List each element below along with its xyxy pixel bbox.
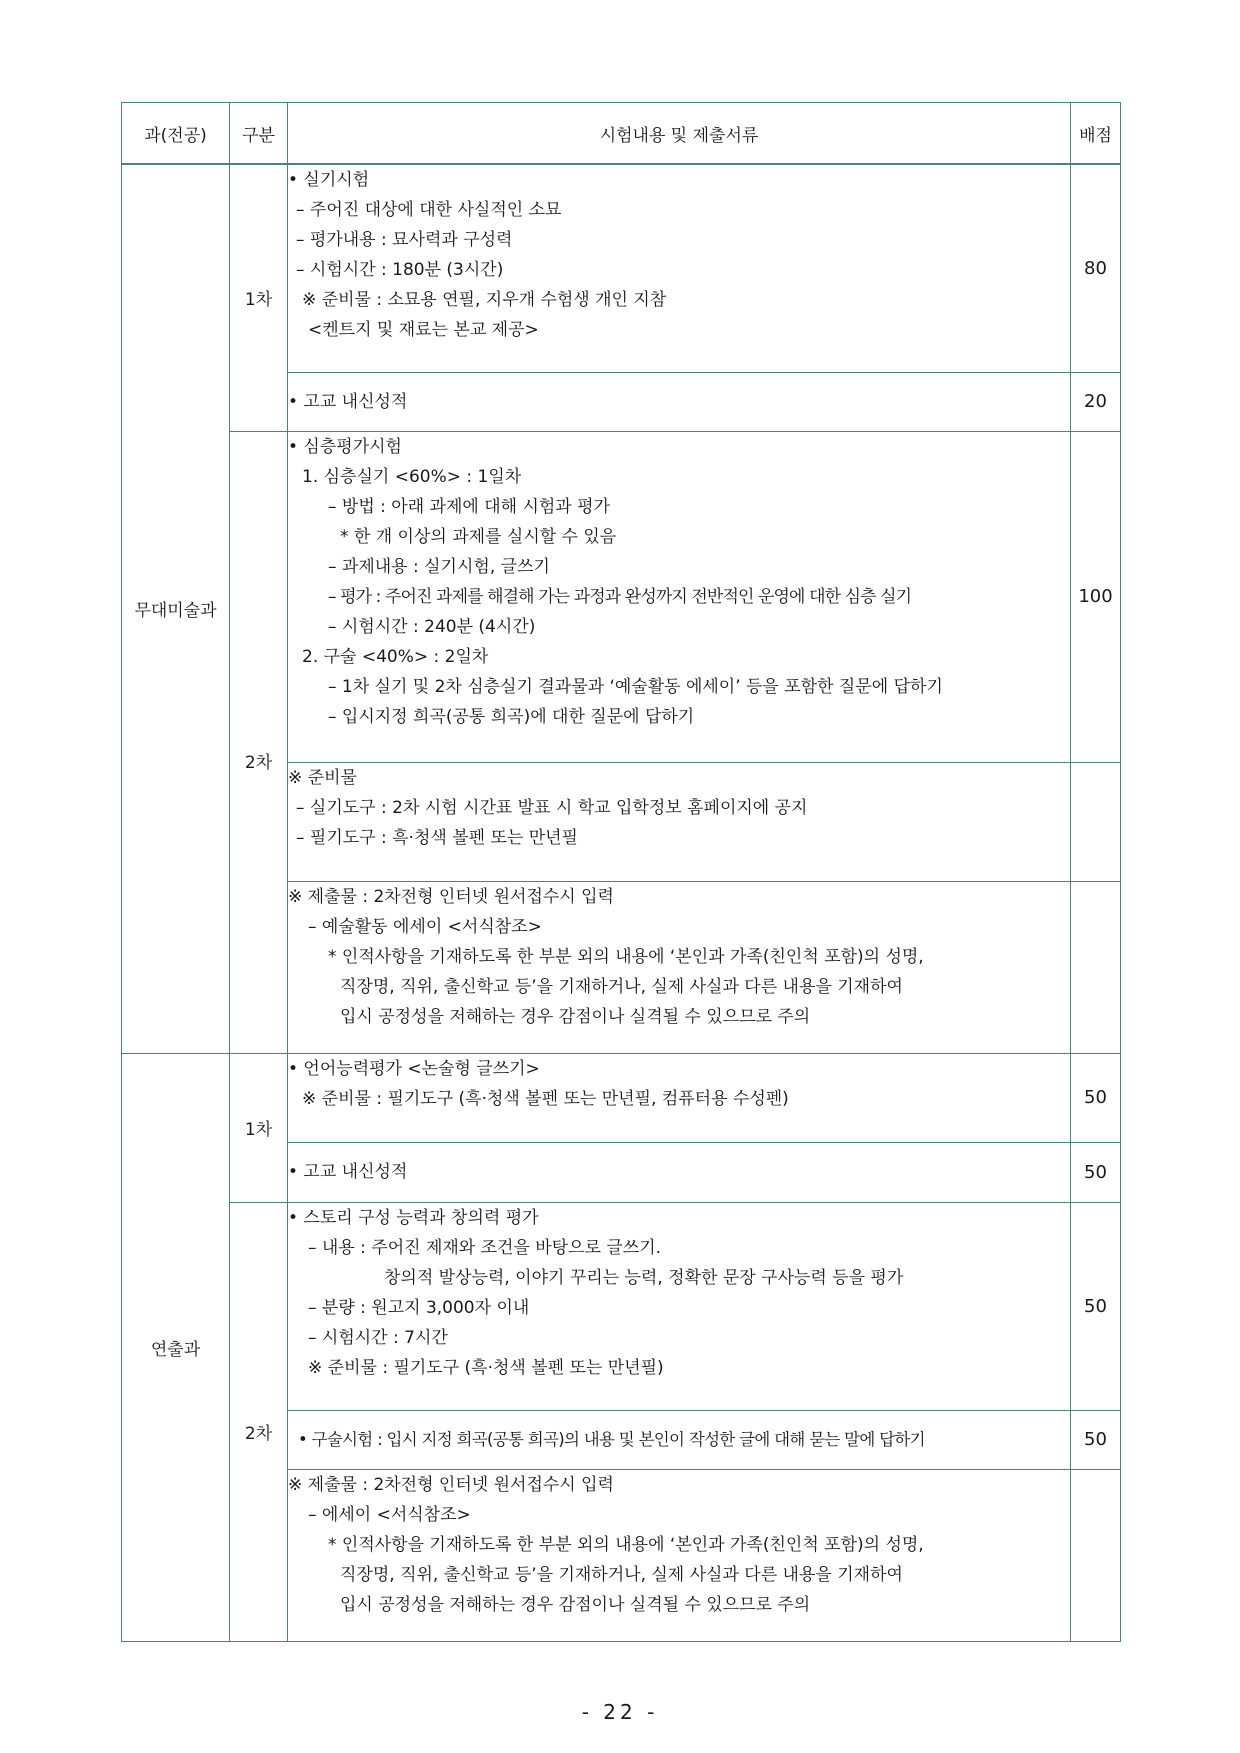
content-line: * 인적사항을 기재하도록 한 부분 외의 내용에 ‘본인과 가족(친인척 포함)의 성명, (328, 1534, 924, 1555)
content-line: 직장명, 직위, 출신학교 등’을 기재하거나, 실제 사실과 다른 내용을 기재하여 (340, 976, 903, 997)
content-cell (288, 881, 1071, 1053)
round-cell: 1차 (230, 164, 288, 431)
content-line: – 분량 : 원고지 3,000자 이내 (308, 1297, 530, 1318)
score-cell: 50 (1071, 1202, 1121, 1410)
content-line: – 주어진 대상에 대한 사실적인 소묘 (296, 200, 562, 220)
content-line: ※ 준비물 : 필기도구 (흑·청색 볼펜 또는 만년필) (308, 1357, 664, 1378)
content-line: 2. 구술 <40%> : 2일차 (302, 646, 489, 667)
round-cell: 2차 (230, 431, 288, 1053)
content-line: – 평가 : 주어진 과제를 해결해 가는 과정과 완성까지 전반적인 운영에 대한 심층 실기 (328, 586, 912, 607)
content-line: – 실기도구 : 2차 시험 시간표 발표 시 학교 입학정보 홈페이지에 공지 (296, 797, 808, 818)
content-line: 직장명, 직위, 출신학교 등’을 기재하거나, 실제 사실과 다른 내용을 기재하여 (340, 1564, 903, 1585)
score-cell: 100 (1071, 431, 1121, 762)
round-cell: 1차 (230, 1053, 288, 1202)
content-line: ※ 준비물 : 필기도구 (흑·청색 볼펜 또는 만년필, 컴퓨터용 수성펜) (302, 1088, 789, 1109)
round-cell: 2차 (230, 1202, 288, 1641)
score-cell: 50 (1071, 1410, 1121, 1469)
score-cell (1071, 881, 1121, 1053)
table-row (122, 431, 1121, 762)
content-line: ※ 준비물 (288, 767, 357, 788)
content-cell (288, 164, 1071, 372)
content-line: • 언어능력평가 <논술형 글쓰기> (288, 1058, 540, 1079)
score-cell: 50 (1071, 1142, 1121, 1202)
content-line: – 1차 실기 및 2차 심층실기 결과물과 ‘예술활동 에세이’ 등을 포함한 질문에 답하기 (328, 676, 943, 697)
content-line: – 시험시간 : 7시간 (308, 1327, 448, 1348)
content-cell (288, 762, 1071, 881)
content-line: – 예술활동 에세이 <서식참조> (308, 916, 542, 937)
content-line: • 고교 내신성적 (288, 391, 408, 412)
content-cell (288, 1142, 1071, 1202)
table-row (122, 164, 1121, 372)
content-line: – 과제내용 : 실기시험, 글쓰기 (328, 556, 550, 577)
content-line: – 에세이 <서식참조> (308, 1504, 471, 1525)
header-score: 배점 (1071, 103, 1121, 165)
content-line: • 고교 내신성적 (288, 1162, 408, 1182)
content-cell (288, 1469, 1071, 1641)
content-cell (288, 1053, 1071, 1142)
content-line: – 필기도구 : 흑·청색 볼펜 또는 만년필 (296, 827, 578, 848)
exam-table (121, 102, 1121, 1642)
content-cell (288, 1202, 1071, 1410)
content-line: 입시 공정성을 저해하는 경우 감점이나 실격될 수 있으므로 주의 (340, 1594, 811, 1615)
score-cell (1071, 1469, 1121, 1641)
content-cell (288, 372, 1071, 431)
content-line: * 인적사항을 기재하도록 한 부분 외의 내용에 ‘본인과 가족(친인척 포함)의 성명, (328, 946, 924, 967)
content-line: – 시험시간 : 180분 (3시간) (296, 260, 504, 280)
content-line: • 구술시험 : 입시 지정 희곡(공통 희곡)의 내용 및 본인이 작성한 글에 대해 묻는 말에 답하기 (298, 1429, 925, 1449)
content-cell (288, 1410, 1071, 1469)
header-dept: 과(전공) (122, 103, 230, 165)
content-line: 1. 심층실기 <60%> : 1일차 (302, 466, 522, 487)
content-line: * 한 개 이상의 과제를 실시할 수 있음 (340, 526, 617, 547)
page-number: - 22 - (581, 1700, 659, 1724)
content-line: ※ 제출물 : 2차전형 인터넷 원서접수시 입력 (288, 1474, 614, 1495)
table-row (122, 1053, 1121, 1142)
content-line: • 스토리 구성 능력과 창의력 평가 (288, 1207, 539, 1228)
header-content: 시험내용 및 제출서류 (288, 103, 1071, 165)
content-line: – 입시지정 희곡(공통 희곡)에 대한 질문에 답하기 (328, 706, 695, 727)
content-line: – 내용 : 주어진 제재와 조건을 바탕으로 글쓰기. (308, 1237, 662, 1258)
content-line: – 평가내용 : 묘사력과 구성력 (296, 230, 513, 250)
table-header-row (122, 103, 1121, 165)
content-cell (288, 431, 1071, 762)
content-line: ※ 준비물 : 소묘용 연필, 지우개 수험생 개인 지참 (302, 290, 667, 310)
content-line: • 실기시험 (288, 170, 370, 190)
score-cell: 20 (1071, 372, 1121, 431)
header-round: 구분 (230, 103, 288, 165)
score-cell: 50 (1071, 1053, 1121, 1142)
content-line: 입시 공정성을 저해하는 경우 감점이나 실격될 수 있으므로 주의 (340, 1006, 811, 1027)
content-line: ※ 제출물 : 2차전형 인터넷 원서접수시 입력 (288, 886, 614, 907)
content-line: 창의적 발상능력, 이야기 꾸리는 능력, 정확한 문장 구사능력 등을 평가 (384, 1267, 904, 1288)
content-line: <켄트지 및 재료는 본교 제공> (308, 320, 539, 340)
content-line: – 방법 : 아래 과제에 대해 시험과 평가 (328, 496, 610, 517)
dept-cell: 연출과 (122, 1053, 230, 1641)
score-cell (1071, 762, 1121, 881)
table-row (122, 1202, 1121, 1410)
dept-cell: 무대미술과 (122, 164, 230, 1053)
content-line: – 시험시간 : 240분 (4시간) (328, 616, 536, 637)
score-cell: 80 (1071, 164, 1121, 372)
content-line: • 심층평가시험 (288, 436, 402, 457)
